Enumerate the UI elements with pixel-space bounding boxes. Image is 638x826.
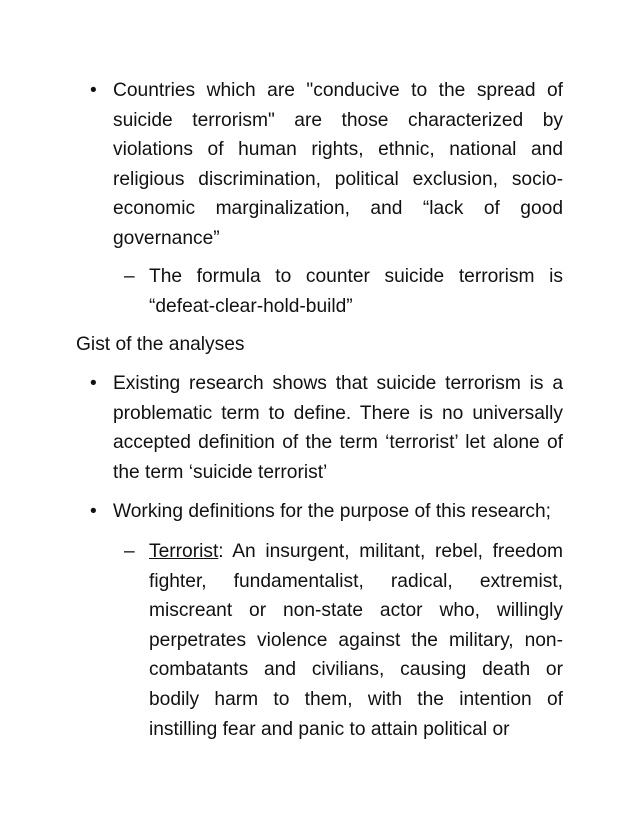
section-heading: Gist of the analyses bbox=[76, 334, 245, 355]
bullet-marker: • bbox=[90, 501, 97, 522]
bullet-paragraph-conducive-countries bbox=[113, 76, 563, 254]
bullet-marker: • bbox=[90, 80, 97, 101]
paragraph-text: The formula to counter suicide terrorism is “defeat-clear-hold-build” bbox=[149, 266, 563, 317]
definition-text: : An insurgent, militant, rebel, freedom fighter, fundamentalist, radical, extremist, miscreant or non-state actor who, willingly perpetrates violence against the military, non-combatants and civilians, causing death or bodily harm to them, with the intention of instilling fear and panic to attain political or bbox=[149, 541, 563, 740]
dash-marker: – bbox=[124, 266, 135, 287]
bullet-paragraph-working-definitions bbox=[113, 497, 573, 527]
paragraph-text: Existing research shows that suicide terrorism is a problematic term to define. There is no universally accepted definition of the term ‘terrorist’ let alone of the term ‘suicide terrorist’ bbox=[113, 373, 563, 483]
paragraph-text: Working definitions for the purpose of this research; bbox=[113, 501, 551, 522]
paragraph-text: Countries which are "conducive to the spread of suicide terrorism" are those characterized by violations of human rights, ethnic, national and religious discrimination, political exclusion, socio-economic marginalization, and “lack of good governance” bbox=[113, 80, 563, 249]
term-terrorist: Terrorist bbox=[149, 541, 219, 562]
sub-bullet-paragraph-terrorist-definition bbox=[149, 537, 563, 744]
bullet-paragraph-existing-research bbox=[113, 369, 563, 487]
sub-bullet-paragraph-formula bbox=[149, 262, 563, 321]
dash-marker: – bbox=[124, 541, 135, 562]
bullet-marker: • bbox=[90, 373, 97, 394]
